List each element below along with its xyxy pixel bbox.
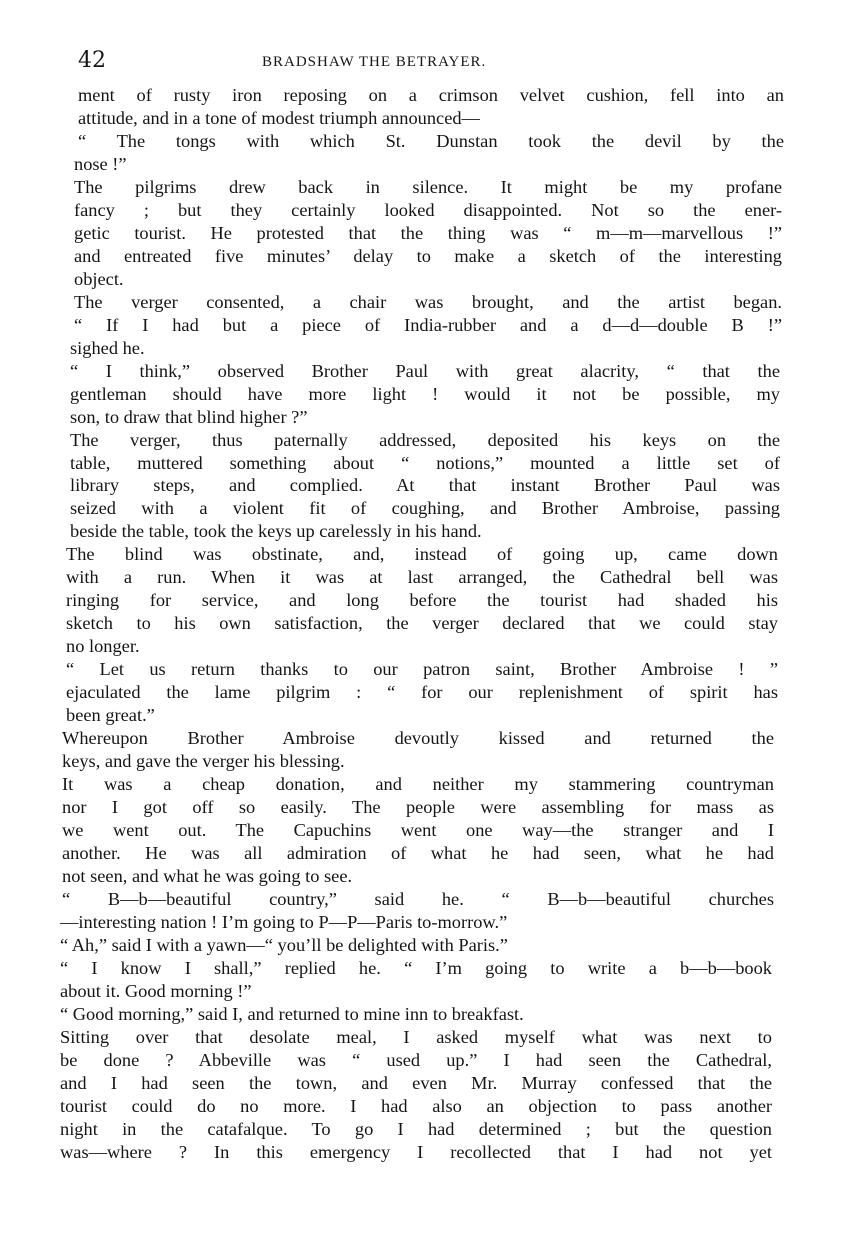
- text-line: The pilgrims drew back in silence. It might be my profane: [74, 176, 782, 197]
- text-line: be done ? Abbeville was “ used up.” I had seen the Cathedral,: [60, 1049, 772, 1070]
- text-line: another. He was all admiration of what he had seen, what he had: [62, 842, 774, 863]
- text-line: “ The tongs with which St. Dunstan took the devil by the: [78, 130, 784, 151]
- text-line: “ Good morning,” said I, and returned to mine inn to breakfast.: [60, 1003, 524, 1024]
- text-line: “ Let us return thanks to our patron saint, Brother Ambroise ! ”: [66, 659, 778, 680]
- text-line: nose !”: [74, 153, 127, 174]
- text-line: The verger, thus paternally addressed, deposited his keys on the: [70, 429, 780, 450]
- body-text: [60, 84, 790, 1164]
- text-line: “ I know I shall,” replied he. “ I’m going to write a b—b—book: [60, 957, 772, 978]
- text-line: about it. Good morning !”: [60, 980, 252, 1001]
- text-line: with a run. When it was at last arranged, the Cathedral bell was: [66, 567, 778, 588]
- text-line: attitude, and in a tone of modest triumph announced—: [78, 107, 480, 128]
- text-line: keys, and gave the verger his blessing.: [62, 751, 345, 772]
- text-line: we went out. The Capuchins went one way—the stranger and I: [62, 820, 774, 840]
- text-line: night in the catafalque. To go I had determined ; but the question: [60, 1118, 772, 1139]
- text-line: gentleman should have more light ! would it not be possible, my: [70, 383, 780, 404]
- text-line: fancy ; but they certainly looked disappointed. Not so the ener-: [74, 199, 782, 220]
- text-line: not seen, and what he was going to see.: [62, 865, 353, 886]
- page-header: [78, 46, 790, 76]
- text-line: The verger consented, a chair was brought, and the artist began.: [74, 291, 782, 312]
- text-line: object.: [74, 268, 124, 289]
- text-line: and I had seen the town, and even Mr. Murray confessed that the: [60, 1072, 772, 1093]
- text-line: ringing for service, and long before the tourist had shaded his: [66, 590, 778, 611]
- text-line: —interesting nation ! I’m going to P—P—Paris to-morrow.”: [60, 911, 508, 932]
- text-line: “ Ah,” said I with a yawn—“ you’ll be delighted with Paris.”: [60, 934, 508, 955]
- text-line: It was a cheap donation, and neither my stammering countryman: [62, 774, 774, 795]
- text-line: “ B—b—beautiful country,” said he. “ B—b—beautiful churches: [62, 888, 774, 909]
- running-title: BRADSHAW THE BETRAYER.: [262, 54, 487, 70]
- text-line: library steps, and complied. At that instant Brother Paul was: [70, 475, 780, 496]
- text-line: been great.”: [66, 705, 155, 726]
- text-line: Sitting over that desolate meal, I asked myself what was next to: [60, 1026, 772, 1047]
- text-line: “ I think,” observed Brother Paul with great alacrity, “ that the: [70, 360, 780, 381]
- text-line: was—where ? In this emergency I recollected that I had not yet: [60, 1141, 772, 1162]
- text-line: Whereupon Brother Ambroise devoutly kissed and returned the: [62, 728, 774, 749]
- page-number: 42: [78, 48, 106, 73]
- text-line: nor I got off so easily. The people were assembling for mass as: [62, 797, 774, 818]
- text-line: table, muttered something about “ notions,” mounted a little set of: [70, 452, 780, 473]
- text-line: ment of rusty iron reposing on a crimson velvet cushion, fell into an: [78, 85, 784, 105]
- text-line: beside the table, took the keys up carelessly in his hand.: [70, 521, 482, 542]
- text-line: no longer.: [66, 636, 140, 657]
- text-line: sighed he.: [70, 337, 145, 358]
- text-line: The blind was obstinate, and, instead of going up, came down: [66, 544, 778, 565]
- text-line: “ If I had but a piece of India-rubber and a d—d—double B !”: [74, 314, 782, 335]
- text-line: seized with a violent fit of coughing, and Brother Ambroise, passing: [70, 498, 780, 519]
- text-line: getic tourist. He protested that the thing was “ m—m—marvellous !”: [74, 222, 782, 243]
- text-line: and entreated five minutes’ delay to make a sketch of the interesting: [74, 245, 782, 266]
- text-line: son, to draw that blind higher ?”: [70, 406, 308, 427]
- text-line: sketch to his own satisfaction, the verger declared that we could stay: [66, 613, 778, 634]
- text-line: ejaculated the lame pilgrim : “ for our replenishment of spirit has: [66, 682, 778, 703]
- text-line: tourist could do no more. I had also an objection to pass another: [60, 1095, 772, 1116]
